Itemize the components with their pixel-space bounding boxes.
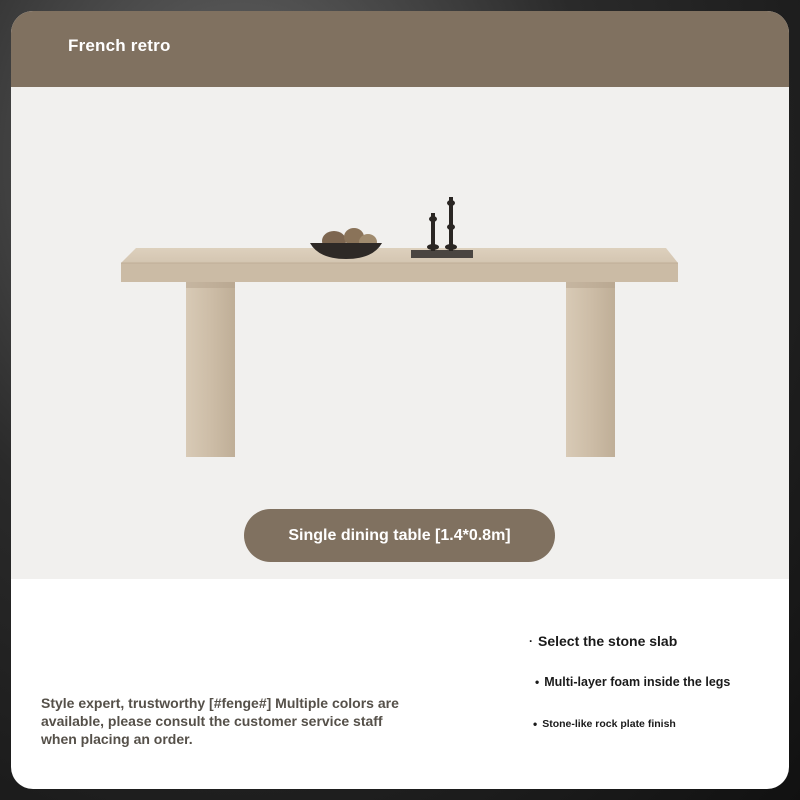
- feature-text: Select the stone slab: [538, 633, 678, 649]
- table-leg-right: [566, 282, 615, 457]
- header-bar: [11, 11, 789, 87]
- product-photo: [11, 87, 789, 579]
- feature-item: [535, 675, 730, 689]
- product-size-badge: Single dining table [1.4*0.8m]: [244, 509, 555, 562]
- product-card: [11, 11, 789, 789]
- feature-item: [533, 717, 676, 731]
- dining-table-illustration: [11, 87, 789, 579]
- table-top: [121, 248, 678, 282]
- feature-item: [529, 633, 677, 649]
- bullet-icon: •: [535, 675, 540, 689]
- table-leg-left: [186, 282, 235, 457]
- product-description: Style expert, trustworthy [#fenge#] Multiple colors are available, please consult the customer service staff when placing an order.: [41, 695, 399, 747]
- feature-text: Stone-like rock plate finish: [542, 718, 676, 730]
- feature-text: Multi-layer foam inside the legs: [544, 675, 731, 689]
- bullet-icon: ·: [529, 634, 533, 648]
- bullet-icon: •: [533, 717, 538, 731]
- header-title: French retro: [68, 36, 171, 55]
